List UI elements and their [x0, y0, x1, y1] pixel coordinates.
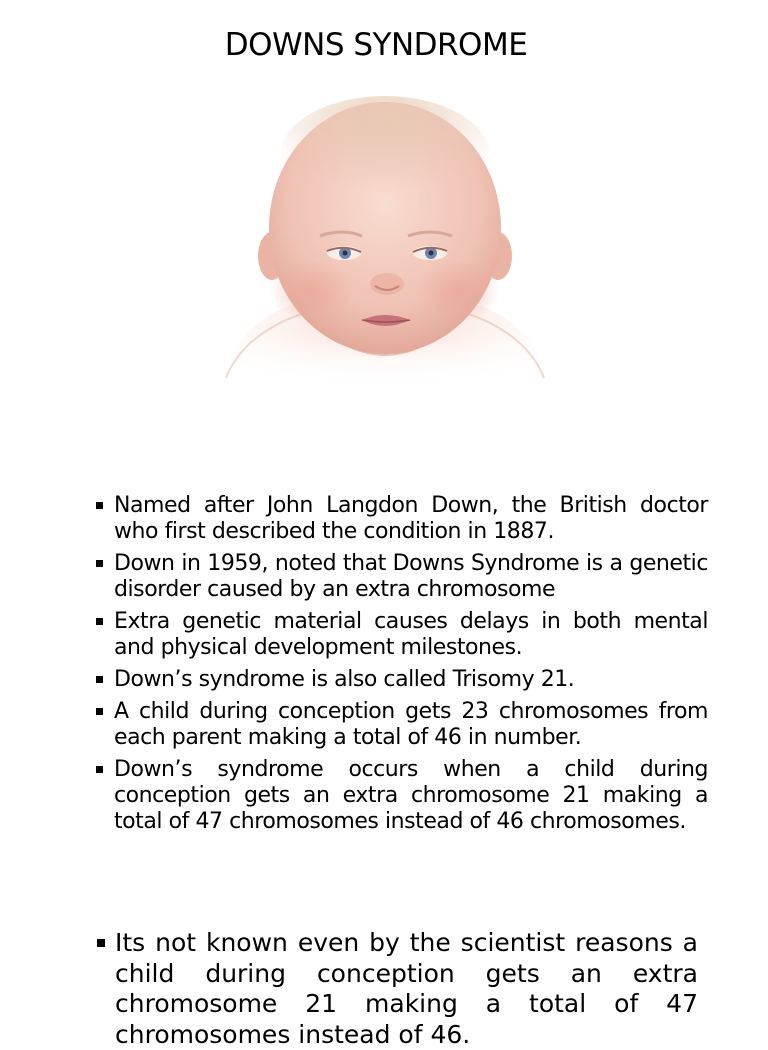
bullet-marker-icon: [96, 502, 103, 509]
bullet-text: Down’s syndrome is also called Trisomy 21.: [114, 667, 575, 692]
bullet-marker-icon: [96, 766, 103, 773]
bullet-text: Named after John Langdon Down, the British doctor who first described the condition in 1887.: [114, 493, 708, 544]
bullet-marker-icon: [96, 618, 103, 625]
bullet-text: Down in 1959, noted that Downs Syndrome is a genetic disorder caused by an extra chromosome: [114, 551, 708, 602]
bullet-text: Extra genetic material causes delays in both mental and physical development milestones.: [114, 609, 708, 660]
bullet-marker-icon: [96, 676, 103, 683]
list-item: [92, 667, 708, 693]
bullet-marker-icon: [96, 708, 103, 715]
bullet-text: Its not known even by the scientist reasons a child during conception gets an extra chromosome 21 making a total of 47 chromosomes instead of 46.: [115, 928, 698, 1049]
bullet-text: A child during conception gets 23 chromosomes from each parent making a total of 46 in number.: [114, 699, 708, 750]
baby-face-icon: [212, 96, 558, 406]
list-item: [94, 928, 698, 1050]
list-item: [92, 551, 708, 603]
bullet-text: Down’s syndrome occurs when a child during conception gets an extra chromosome 21 making a total of 47 chromosomes instead of 46 chromosomes.: [114, 757, 708, 834]
list-item: [92, 699, 708, 751]
list-item: [92, 609, 708, 661]
page-title: DOWNS SYNDROME: [224, 27, 528, 63]
list-item: [92, 757, 708, 835]
bullet-list: [92, 493, 708, 841]
secondary-bullet-list: [94, 928, 698, 1050]
list-item: [92, 493, 708, 545]
baby-face-illustration: [212, 96, 558, 406]
bullet-marker-icon: [96, 560, 103, 567]
bullet-marker-icon: [97, 939, 105, 947]
